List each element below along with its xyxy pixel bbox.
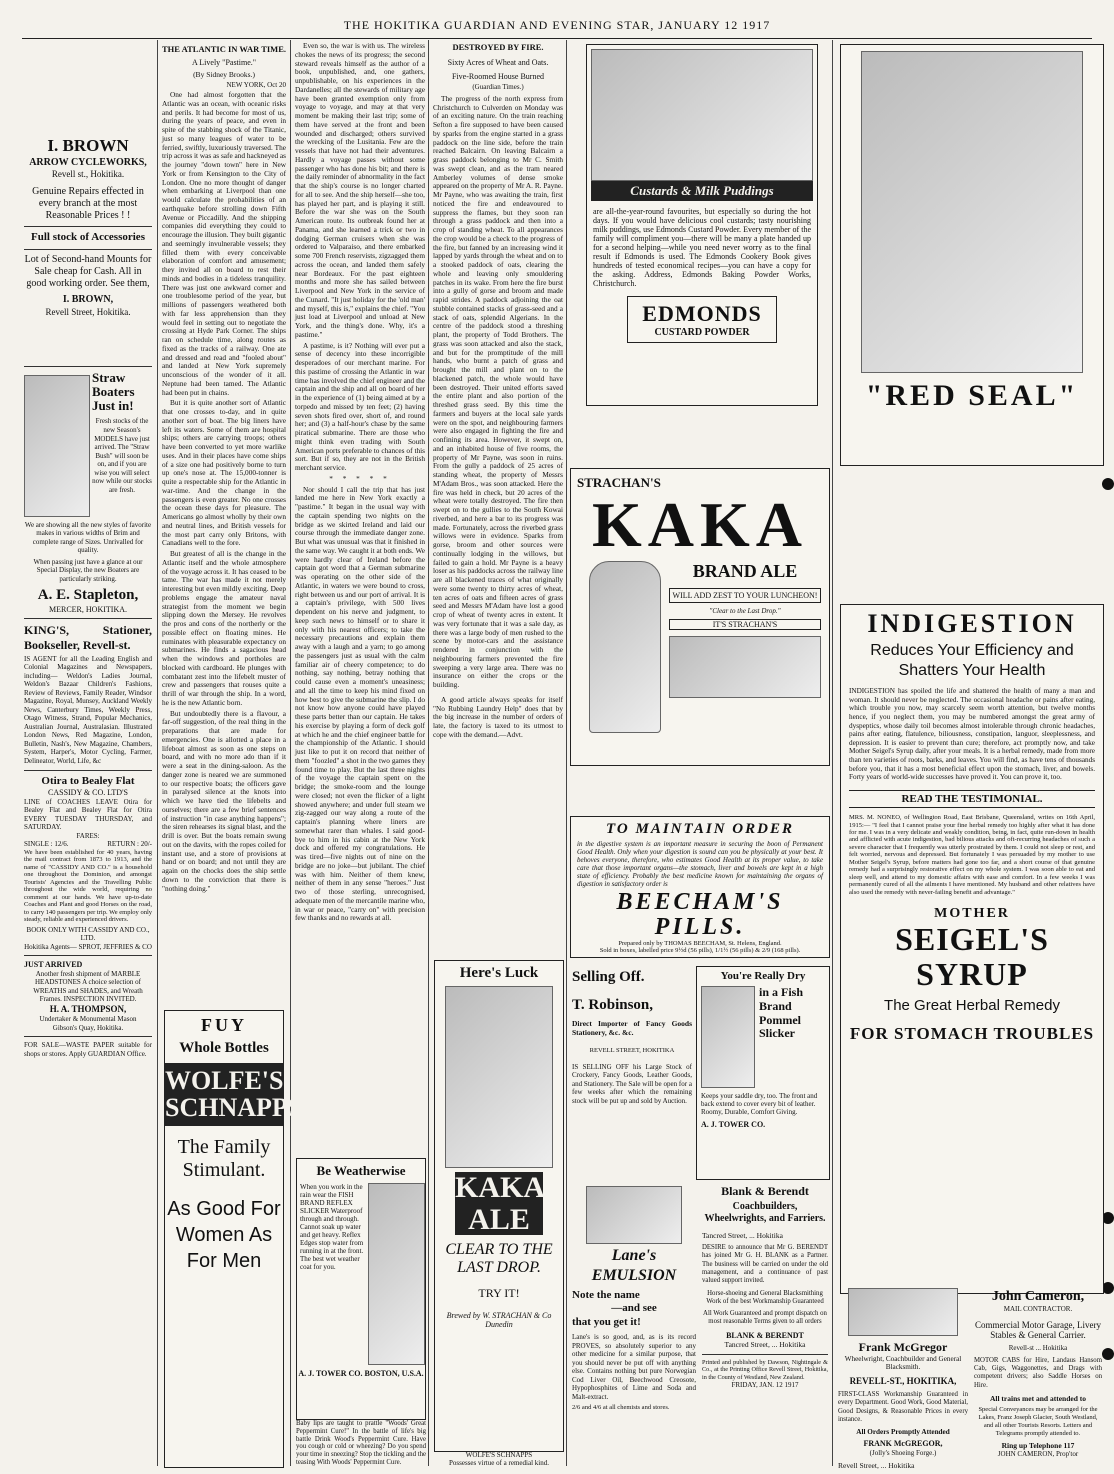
- brown-text1: Genuine Repairs effected in every branch at the most Reasonable Prices ! !: [32, 185, 144, 222]
- stapleton-name: A. E. Stapleton,: [37, 587, 139, 604]
- dry-company: A. J. TOWER CO.: [701, 1120, 766, 1129]
- indig-sub: Reduces Your Efficiency and Shatters Your Health: [870, 642, 1074, 679]
- woods-peppermint-verse: [296, 1420, 426, 1470]
- column-rule: [428, 40, 429, 1466]
- two-men-toasting-illustration: [445, 986, 553, 1168]
- wolfe-foot2: Possesses virtue of a remedial kind.: [449, 1458, 549, 1467]
- kaka-maker: STRACHAN'S: [577, 475, 661, 490]
- red-seal-ad: [840, 44, 1104, 466]
- cameron-text2: Special Conveyances may be arranged for the Lakes, Franz Joseph Glacier, South Westland, and all other Tourists Resorts. Letters and Telegrams promptly attended to.: [978, 1406, 1098, 1437]
- testi-title: READ THE TESTIMONIAL.: [849, 790, 1095, 808]
- thompson-name: H. A. THOMPSON,: [49, 1004, 127, 1014]
- cameron-ad: [974, 1286, 1102, 1470]
- custard-text: are all-the-year-round favourites, but especially so during the hot days. If you would have delicious cool custards; tasty nourishing milk puddings, use Edmonds Custard Powder. Every member of the family will compliment you—there will be many a plate handed up for a second helping—while you need never worry as to the final result if Edmonds is used. The Edmonds Cookery Book gives hundreds of tested economical recipes—you can have a copy for the asking. Address, Edmonds Baking Powder Works, Christchurch.: [593, 207, 811, 288]
- lane-head2: —and see: [611, 1302, 657, 1315]
- mcgregor-sign: FRANK McGREGOR,: [863, 1439, 943, 1449]
- cameron-text: MOTOR CABS for Hire, Landaus Hansom Cab, Gigs, Waggonettes, and Drags with competent drivers; also Saddle Horses on Hire.: [974, 1356, 1102, 1389]
- ad-tag: FUY: [201, 1015, 247, 1035]
- blank-sub: Coachbuilders, Wheelwrights, and Farriers.: [704, 1200, 826, 1224]
- article-paragraph: Even so, the war is with us. The wireless chokes the news of its progress; the second steward reveals himself as the author of a book, unpublished, and, one gathers, unpublishable, on his experiences in the Dardanelles; all the stewards of military age have been granted exemption only from voyage to voyage, and may at that very moment be making their last trip; some of them have served at the front and been wounded and discharged; others survived the wrecking of the Lusitania. Few are the vessels that have not had their adventures. Hardly a voyage passes without some passenger who has done his bit; and there is the daily reminder of abnormality in the fact that the ship's course is no longer charted for all to see. And the ship herself—she too, has played her part, and is playing it still. Before the war she was on the South American route. Its outbreak found her at Panama, and she learned a trick or two in dodging German cruisers when she was ordered to Valparaiso, and there embarked some 700 French reservists, zigzagged them across the ocean, and landed them safely near Bordeaux. For the past eighteen months and more she has sailed between Liverpool and New York in the service of the Cunard. "It just holiday for the 'old man' and myself, this is," explains the chief. "You just load at Liverpool and unload at New York, and the thing's done. Why, it's a pastime.": [295, 41, 425, 339]
- weatherwise-ad: [296, 1158, 426, 1420]
- article-title: THE ATLANTIC IN WAR TIME.: [162, 44, 286, 54]
- redseal-brand: "RED SEAL": [865, 379, 1079, 412]
- rider-illustration: [701, 986, 755, 1088]
- article-paragraph: But it is quite another sort of Atlantic that one crosses to-day, and in quite another sort of boat. The big liners have left its waters. Some of them are hospital ships; others are carrying troops; others have been converted to yet more warlike uses. And in their places have come ships of a size one had positively borne to turn up one's nose at. The 15,000-tonner is quite a respectable ship for the Atlantic in war-time. And the change in the passengers is even greater. No one crosses the ocean these days for pleasure. The Americans go almost wholly by their own and neutral lines, and British vessels for the most part carry only Britons, with Canadians well to the fore.: [162, 398, 286, 548]
- column-4: [433, 40, 563, 956]
- imprint-date: FRIDAY, JAN. 12 1917: [731, 1381, 799, 1390]
- article-subtitle: A Lively "Pastime.": [191, 58, 257, 68]
- otira-text: LINE of COACHES LEAVE Otira for Bealey Flat and Bealey Flat for Otira EVERY TUESDAY THURSDAY, and SATURDAY.: [24, 797, 152, 832]
- wolfes-schnapps-ad: [164, 1010, 303, 1468]
- cameron-sub: MAIL CONTRACTOR.: [1003, 1305, 1073, 1314]
- fire-sub1: Sixty Acres of Wheat and Oats.: [447, 58, 549, 68]
- robinson-text: IS SELLING OFF his Large Stock of Crockery, Fancy Goods, Leather Goods, and Stationery. The Sale will be open for a few weeks after which the remaining stock will be put up and sold by Auction.: [572, 1062, 692, 1105]
- ad-brand: WOLFE'S SCHNAPPS: [165, 1063, 283, 1126]
- seigel-brand: SEIGEL'S SYRUP: [895, 921, 1049, 993]
- article-paragraph: One had almost forgotten that the Atlantic was an ocean, with oceanic risks and perils. It had become for most of us, during the years of peace, and even in spite of the stabbing shock of the Titanic, just so many leagues of water to be ferried, swiftly, luxuriously traversed. The trip across it was as safe and hackneyed as the journey "down town" here in New York or from Kensington to the City of London. One no more thought of danger when embarking at Liverpool than one would calculate the probabilities of an earthquake before strolling down Fifth Avenue or Piccadilly. And the shipping companies did everything they could to encourage the illusion. They built gigantic and seemingly invulnerable vessels; they filled them with every conceivable elaboration of comfort and amusement; they invited all on board to rest their minds and bodies in a tideless tranquility. There was just one awkward corner and one troublesome period of the year, but millions of passengers weathered both with far less apprehension than they would feel in setting out to negotiate the crossing at Hyde Park Corner. The ships ran on schedule time, along routes as fixed as the tracks of a railway. One ate and dressed and read and "fooled about" and landed at New York supremely unconscious of the wonder of it all. Neptune had been tamed. The Atlantic had been put in chains.: [162, 90, 287, 397]
- otira-text2: We have been established for 40 years, having the mail contract from 1873 to 1913, and the name of "CASSIDY AND CO." is a household one throughout the Dominion, and amongst Tourists' Agencies and the Travelling Public throughout the wide world, requiring no comment at our hands. We have up-to-date Coaches and Plant and good Horses on the road, to carry 140 passengers per trip. We employ only steady, reliable and experienced drivers.: [24, 848, 152, 924]
- lane-head1: Note the name: [572, 1289, 640, 1302]
- brown-sign: I. BROWN,: [62, 294, 114, 306]
- punch-hole: [1102, 478, 1114, 490]
- kings-name: KING'S, Stationer, Bookseller, Revell-st.: [24, 623, 152, 652]
- straw-para2: When passing just have a glance at our Special Display, the new Boaters are particularly striking.: [33, 557, 143, 583]
- bottle-and-glass-illustration: [861, 51, 1083, 373]
- cameron-sign: JOHN CAMERON, Prop'tor: [997, 1449, 1079, 1458]
- imprint: Printed and published by Dawson, Nightingale & Co., at the Printing Office Revell Street, Hokitika, in the County of Westland, New Zealand.: [702, 1358, 828, 1381]
- blank-berendt-ad: [702, 1184, 828, 1470]
- dry-text: Keeps your saddle dry, too. The front and back extend to cover every bit of leather. Roomy, Durable, Comfort Giving.: [701, 1092, 818, 1116]
- custard-title: Custards & Milk Puddings: [591, 181, 813, 201]
- sale-text: FOR SALE—WASTE PAPER suitable for shops or stores. Apply GUARDIAN Office.: [24, 1041, 152, 1058]
- article-dateline: NEW YORK, Oct 20: [226, 80, 286, 89]
- section-stars: * * * * *: [329, 473, 391, 483]
- mcgregor-orders: All Orders Promptly Attended: [856, 1428, 950, 1437]
- seigel-sub: The Great Herbal Remedy: [884, 996, 1060, 1014]
- otira-title: Otira to Bealey Flat: [41, 774, 135, 787]
- article-byline: (By Sidney Brooks.): [193, 69, 255, 79]
- straw-title: Straw Boaters Just in!: [92, 369, 135, 414]
- edmonds-brand: EDMONDS: [642, 301, 762, 326]
- straw-text: Fresh stocks of the new Season's MODELS have just arrived. The "Straw Bush" will soon be on, and if you are wise you will select now while our stocks are fresh.: [92, 417, 152, 494]
- ad-line2: The Family Stimulant.: [177, 1135, 271, 1181]
- lane-brand: Lane's EMULSION: [591, 1247, 677, 1284]
- article-paragraph: The progress of the north express from Christchurch to Culverden on Monday was of an exciting nature. On the train reaching Sefton a fire supposed to have been caused by sparks from the engine started in a grass paddock on the line side, before the train reached Balcairn. On leaving Balcairn a grass paddock belonging to Mr C. Smith was swept clean, and as the tram neared Amberley volumes of dense smoke appeared on the property of Mr A. R. Payne. Mr Payne, who was awaiting the train, first noticed the fire and endeavoured to suppress the flames, but they soon ran through a grass paddock and then into a crop of standing wheat. To all appearances the crop would be a check to the progress of the fire, but fanned by an increasing wind it lapped by yards through the wheat and on to a stooked paddock of oats, clearing the whole and leaving only smouldering patches in its wake. From here the fire burst into a gully of gorse and broom and made rapid strides. A paddock adjoining the oat stubble contained stacks of grass-seed and a stack of oats, splendid Algerians. In the centre of the paddock stood a threshing plant, the property of Todd Brothers. The grass was soon attacked and also the stack, and but for the promptitude of the mill hands, who burnt a patch of grass and brought the mill and plant on to the blackened patch, the whole would have been destroyed. Their united efforts saved the entire plant and also portion of the threshed grass seed. By this time the farmers and buyers at the local sale yards were on the spot, and neighbouring farmers were also engaged in fighting the fire and confining its area. However, it swept on, and an inhabited house of five rooms, the property of Mr Payne, was soon in ruins. From the gully a paddock of 25 acres of standing wheat, the property of Messrs M'Adam Bros., was soon attacked. Here the fire was held in check, but 20 acres of the wheat were totally destroyed. The fire then swept on to the gullies to the South Kowai riverbed, and here a bar to its progress was made. Fortunately, across the riverbed grass willows were in evidence. Sparks from gorse, broom and other sources were continually lodging in the willows, but failed to gain a hold. Mr Payne is a heavy loser as his paddocks across the railway line are all blackened traces of what originally were some twenty to thirty acres of wheat, ten acres of oats and fifteen acres of grass seed and Messrs M'Adam have lost a good crop of wheat of twenty acres in extent. It was very fortunate that it was a sale day, as there was a large body of men rushed to the scene by motor-cars and the assistance rendered in conjunction with the neighbouring farmers prevented the fire sweeping a very large area. There was no insurance on either the crops or the building.: [433, 93, 563, 690]
- dry-sub: in a Fish Brand Pommel Slicker: [759, 985, 804, 1041]
- mother-label: MOTHER: [934, 906, 1010, 922]
- indig-title: INDIGESTION: [867, 609, 1077, 638]
- mcgregor-ad: [838, 1286, 968, 1470]
- carriage-illustration: [848, 1288, 958, 1336]
- indig-text: INDIGESTION has spoiled the life and shattered the health of many a man and woman. It should never be neglected. The occasional headache or pains after eating, which trouble you now, may scarcely seem worth attention, but twelve months hence, if you neglect them, you may be numbered amongst the great army of dyspeptics, whose daily toil becomes almost intolerable through chronic headaches, pains after eating, flatulence, biliousness, constipation, languor, sleeplessness, and depression. It is easier to prevent than cure; therefore, act promptly now, and take Mother Seigel's Syrup daily, after your meals. It is a herbal remedy, made from more than ten varieties of roots, barks, and leaves. You will find, as have tens of thousands before you, that it has a most beneficial effect upon the stomach, liver, and bowels. Forty years of world-wide successes have proved it. You can prove it, too.: [849, 687, 1095, 782]
- cameron-title: John Cameron,: [991, 1289, 1085, 1304]
- fares-label: FARES:: [76, 831, 100, 840]
- brown-sub2: Revell st., Hokitika.: [51, 168, 125, 179]
- lane-text: Lane's is so good, and, as is its record PROVES, so absolutely superior to any other medicine for a similar purpose, that you should never be put off with anything else. Contains nothing but pure Norwegian Cod Liver Oil, Beechwood Creosote, Hypophosphites of Lime and Soda and Malt-extract.: [572, 1333, 696, 1401]
- testi-text: MRS. M. NONEO, of Wellington Road, East Brisbane, Queensland, writes on 16th April, 1915:— "I feel that I cannot praise your fine herbal remedy too highly after what it has done for me. I was in a very delicate and weakly condition, being, in fact, quite run-down in health and afflicted with acute indigestion, bad bilious attacks and oft-recurring headaches of such a severe character that I frequently was utterly prostrated by them. I could not sleep or rest, and felt worried, nervous and depressed. But fortunately I was persuaded by my mother to use Mother Seigel's Syrup, before matters had gone too far, and a short course of that genuine remedy had a surprisingly restorative effect on my whole system. I was soon able to eat and sleep well, and attend to my domestic affairs with ease and comfort. In a few weeks I was permanently cured of all the ailments I have mentioned. My husband and other relatives have also used the remedy with never-failing benefit and advantage.": [849, 814, 1095, 896]
- column-rule: [290, 40, 291, 1466]
- header-rule: [22, 38, 1092, 39]
- kaka-sub: BRAND ALE: [692, 561, 798, 581]
- robinson-name: T. Robinson,: [572, 997, 654, 1014]
- advt-paragraph: A good article always speaks for itself "No Rubbing Laundry Help" does that by the big increase in the number of orders of late, the factory is taxed to its utmost to cope with the demand.—Advt.: [433, 694, 563, 739]
- luck-title: Here's Luck: [459, 965, 539, 981]
- lane-head3: that you get it!: [572, 1315, 641, 1328]
- article-paragraph: A pastime, is it? Nothing will ever put a sense of decency into these incorrigible desperadoes of our merchant marine. For this pastime of crossing the Atlantic in war time has involved the chief engineer and the captain and the ship and all on board of her in the experience of (1) being aimed at by a torpedo and missed by ten feet; (2) having seven shots fired over, short of, and round her; and (3) a half-hour's chase by the same piratical submarine. There are those who might think even trading with South American ports preferable to chances of this sort. But if so, they are not in the British merchant service.: [295, 340, 425, 472]
- edmonds-custard-ad: [586, 44, 818, 406]
- kaka-brand: KAKA: [592, 489, 808, 560]
- mcgregor-addr: REVELL-ST., HOKITIKA,: [849, 1376, 957, 1387]
- kaka2-slogan: CLEAR TO THE LAST DROP.: [445, 1241, 553, 1276]
- strachans-kaka-ad: [570, 468, 830, 766]
- ad-company: A. J. TOWER CO. BOSTON, U.S.A.: [298, 1369, 424, 1378]
- man-in-slicker-illustration: [368, 1183, 425, 1365]
- thompson-sub: Undertaker & Monumental Mason: [39, 1014, 137, 1023]
- ad-line1: Whole Bottles: [179, 1040, 269, 1056]
- ale-bottle-illustration: [589, 561, 661, 733]
- selling-title: Selling Off.: [572, 969, 645, 985]
- kaka2-brewer: Brewed by W. STRACHAN & Co Dunedin: [446, 1311, 552, 1330]
- kaka-luck-ad: [434, 960, 564, 1452]
- beecham-prep: Prepared only by THOMAS BEECHAM, St. Helens, England.: [618, 940, 782, 948]
- woman-with-puddings-illustration: [591, 49, 813, 181]
- mcgregor-foot: Revell Street, ... Hokitika: [838, 1461, 915, 1471]
- beecham-brand: BEECHAM'S PILLS.: [616, 889, 784, 941]
- blank-text1: DESIRE to announce that Mr G. BERENDT has joined Mr G. H. BLANK as a Partner. The business will be carried on under the old management, and a continuance of past valued support invited.: [702, 1244, 828, 1285]
- lanes-emulsion-ad: [572, 1184, 696, 1452]
- punch-hole: [1102, 1348, 1114, 1360]
- wolfe-foot1: WOLFE'S SCHNAPPS: [465, 1451, 533, 1459]
- brown-text2: Lot of Second-hand Mounts for Sale cheap for Cash. All in good working order. See them,: [24, 253, 152, 290]
- kings-text: IS AGENT for all the Leading English and Colonial Magazines and Newspapers, including— Weldon's Ladies Journal, Weldon's Bazaar Children's Fashions, Review of Reviews, Family Reader, Windsor Magazine, Royal, Munsey, Auckland Weekly News, Canterbury Times, Weekly Press, Otago Witness, Strand, Popular Mechanics, Australian Journal, Australasian. Illustrated London News, Red Magazine, London, Bulletin, Nash's, New Magazine, Chambers, System, Harper's, Motor Cycling, Farmer, Delineator, World, Life, &c: [24, 654, 152, 765]
- dry-title: You're Really Dry: [720, 970, 806, 982]
- pommel-slicker-ad: [696, 966, 830, 1180]
- brown-name: I. BROWN: [47, 136, 129, 155]
- cameron-trains: All trains met and attended to: [989, 1393, 1087, 1403]
- robinson-ad: [572, 966, 692, 1186]
- brown-addr: Revell Street, Hokitika.: [45, 306, 131, 317]
- edmonds-product: CUSTARD POWDER: [654, 327, 750, 338]
- seigels-syrup-ad: [840, 604, 1104, 1294]
- blank-sign: BLANK & BERENDT: [726, 1330, 804, 1340]
- column-3: [295, 40, 425, 956]
- robinson-sub: Direct Importer of Fancy Goods Stationery, &c. &c.: [572, 1018, 692, 1037]
- blank-addr: Tancred Street, ... Hokitika: [702, 1231, 783, 1240]
- otira-book: BOOK ONLY WITH CASSIDY AND CO., LTD.: [26, 925, 150, 943]
- column-rule: [566, 40, 567, 1466]
- kaka-tag1: WILL ADD ZEST TO YOUR LUNCHEON!: [669, 588, 821, 603]
- blank-text2: Horse-shoeing and General Blacksmithing Work of the best Workmanship Guaranteed: [706, 1289, 824, 1305]
- man-drinking-illustration: [669, 636, 821, 698]
- kaka2-brand: KAKA ALE: [455, 1171, 545, 1236]
- straw-ad: [24, 371, 152, 521]
- cameron-addr: Revell-st ... Hokitika: [1008, 1344, 1068, 1353]
- mcgregor-sub: Wheelwright, Coachbuilder and General Blacksmith.: [844, 1354, 962, 1372]
- seigel-foot: FOR STOMACH TROUBLES: [849, 1023, 1095, 1043]
- thompson-addr: Gibson's Quay, Hokitika.: [52, 1023, 124, 1032]
- kaka-tag2: "Clear to the Last Drop.": [709, 607, 781, 615]
- article-paragraph: But greatest of all is the change in the Atlantic itself and the whole atmosphere of the voyage across it. It has ceased to be tame. The war has made it not merely interesting but even mildly exciting. Deep problems engage the amateur naval strategist from the moment we begin slipping down the Mersey. He revolves the pros and cons of the northerly or the possible effect on floating mines. He ruminates with pleasurable expectancy on submarines. He finds a sagacious head when the windows and portholes are blocked with cardboard. He plunges with combatant zest into the lifebelt muster of crew and passengers that rouses quite a thrill of war through the ship. In a word, he is the new Atlantic born.: [162, 549, 286, 707]
- column-rule: [157, 40, 158, 1466]
- fire-sub2: Five-Roomed House Burned: [452, 71, 544, 81]
- mcgregor-forge: (Jolly's Shoeing Forge.): [869, 1448, 937, 1457]
- beecham-head: TO MAINTAIN ORDER: [606, 821, 794, 837]
- fire-note: (Guardian Times.): [472, 83, 524, 92]
- brown-heading: Full stock of Accessories: [31, 231, 145, 244]
- beecham-text: in the digestive system is an important measure in securing the boon of Permanent Good Health. Only when your digestion is sound can you be physically at your best. It behoves everyone, therefore, who estimates Good Health at its proper value, to take care that those important organs—the stomach, liver and bowels are kept in a high state of efficiency. Probably the best medicine known for maintaining the organs of digestion in satisfactory order is: [577, 840, 823, 888]
- man-in-boater-illustration: [24, 375, 90, 517]
- brown-sub1: ARROW CYCLEWORKS,: [29, 156, 147, 168]
- beechams-pills-ad: [570, 816, 830, 958]
- fares-single: SINGLE : 12/6.: [24, 840, 69, 849]
- lane-price: 2/6 and 4/6 at all chemists and stores.: [572, 1403, 670, 1411]
- otira-company: CASSIDY & CO. LTD'S: [48, 787, 128, 797]
- column-2: [162, 40, 287, 893]
- blank-text3: All Work Guaranteed and prompt dispatch on most reasonable Terms given to all orders: [703, 1310, 827, 1326]
- mcgregor-text: FIRST-CLASS Workmanship Guaranteed in every Department. Good Work, Good Material, Good Designs, & Reasonable Prices in every instance.: [838, 1391, 968, 1423]
- ad-foot: Baby lips are taught to prattle "Woods' Great Peppermint Cure!" In the battle of life's big battle Drink Wood's Peppermint Cure. Have you cough or cold or wheezing? Do you spend your time in sneezing? Stop the tickling and the teasing With Woods' Peppermint Cure.: [296, 1420, 426, 1467]
- column-1: [24, 40, 152, 1466]
- cameron-garage: Commercial Motor Garage, Livery Stables & General Carrier.: [975, 1319, 1101, 1340]
- blank-title: Blank & Berendt: [721, 1184, 809, 1198]
- arrived-text: Another fresh shipment of MARBLE HEADSTONES A choice selection of WREATHS and SHADES, and Wreath Frames. INSPECTION INVITED.: [33, 969, 143, 1004]
- cameron-phone: Ring up Telephone 117: [1001, 1440, 1075, 1450]
- kaka2-try: TRY IT!: [478, 1286, 520, 1301]
- masthead: [0, 0, 1114, 40]
- fire-title: DESTROYED BY FIRE.: [452, 42, 544, 52]
- article-paragraph: But undoubtedly there is a flavour, a far-off suggestion, of the real thing in the preparations that are made for emergencies. One is allotted a place in a lifeboat almost as soon as one steps on board, and with no more ado than if it were a seat in the dining-saloon. As the danger zone is neared we are summoned to our respective boats; the officers gave in paralysed silence at the knots into which we have tied the lifebelts and ourselves; there are a few brief sentences of instruction "in case anything happens"; the siren rehearses its signal blast, and the drill is over. But the boats remain swung out on the davits, with the ropes coiled for instant use, and a store of provisions at hand or on board; and not until they are again on the chocks does the ship settle down to the conviction that there is "nothing doing.": [162, 708, 286, 893]
- straw-para1: We are showing all the new styles of favorite makes in various widths of Brim and complete range of Sizes. Unrivalled for quality.: [24, 520, 152, 555]
- stapleton-sub: MERCER, HOKITIKA.: [49, 604, 127, 614]
- ad-title: Be Weatherwise: [316, 1163, 406, 1178]
- blank-sign-addr: Tancred Street, ... Hokitika: [724, 1340, 806, 1350]
- robinson-addr: REVELL STREET, HOKITIKA: [589, 1046, 675, 1054]
- masthead-title: THE HOKITIKA GUARDIAN AND EVENING STAR, JANUARY 12 1917: [343, 18, 771, 32]
- mcgregor-title: Frank McGregor: [858, 1340, 948, 1354]
- column-rule: [832, 40, 833, 1466]
- otira-agents: Hokitika Agents— SPROT, JEFFRIES & CO: [24, 942, 152, 951]
- fares-return: RETURN : 20/-: [107, 840, 152, 849]
- ad-line3: As Good For Women As For Men: [167, 1197, 281, 1272]
- beecham-sold: Sold in boxes, labelled price 9½d (56 pills), 1/1½ (56 pills) & 2/9 (168 pills).: [599, 947, 801, 955]
- ad-text: When you work in the rain wear the FISH BRAND REFLEX SLICKER Waterproof through and through. Cannot soak up water and get heavy. Reflex Edges stop water from running in at the front. The best wet weather coat for you.: [300, 1183, 364, 1271]
- kaka-tag3: IT'S STRACHAN'S: [669, 619, 821, 630]
- article-paragraph: Nor should I call the trip that has just landed me here in New York exactly a "pastime." It began in the usual way with the captain spending two nights on the bridge as we skirted Ireland and laid our course through the immediate danger zone. But what was unusual was that it finished in the same way. We caught it at both ends. We were hardly clear of Ireland before the captain got word that a German submarine was operating on the other side of the Atlantic, in waters we were bound to cross, right between us and our port of arrival. It is a captain's privilege, with 500 lives dependent on his nerve and judgment, to keep such news to himself or to share it only with his nearest officers; to take the necessary precautions and explain them away with a laugh and a yarn; to go among the passengers just as usual with the calm familiar air of cheery competence; to do nothing, say nothing, betray nothing that could cause even a moment's uneasiness; and all the time to keep his mind fixed on how best to give the submarine the slip. I do not know how anyone could have played these parts better than our captain. He takes his exercise by playing a form of deck golf at which he and the chief engineer battle for the championship of the Atlantic. I should just like to put it on record that neither of them "foozled" a shot in the two games they found time to play. But the last three nights of the voyage the captain spent on the bridge; the smoke-room and the lounge were closed; not even the flicker of a light showed anywhere; and under full steam we zig-zagged our way along a route of the captain's planning where liners are somewhat rarer than whales. I said good-bye to him in his cabin at the New York dock and offered my congratulations. He was tired—five nights out of nine on the bridge are no joke—but jubilant. The chief was with him. Neither of them knew, neither of them in any sense "heroes." Just two of those sterling, unrecognised, adequate men of the mercantile marine who, in war or peace, "carry on" with precision few thanks and no rewards at all.: [295, 484, 425, 923]
- emulsion-bottle-illustration: [586, 1186, 682, 1244]
- wolfe-footnote: [434, 1452, 564, 1472]
- arrived-title: JUST ARRIVED: [24, 960, 83, 970]
